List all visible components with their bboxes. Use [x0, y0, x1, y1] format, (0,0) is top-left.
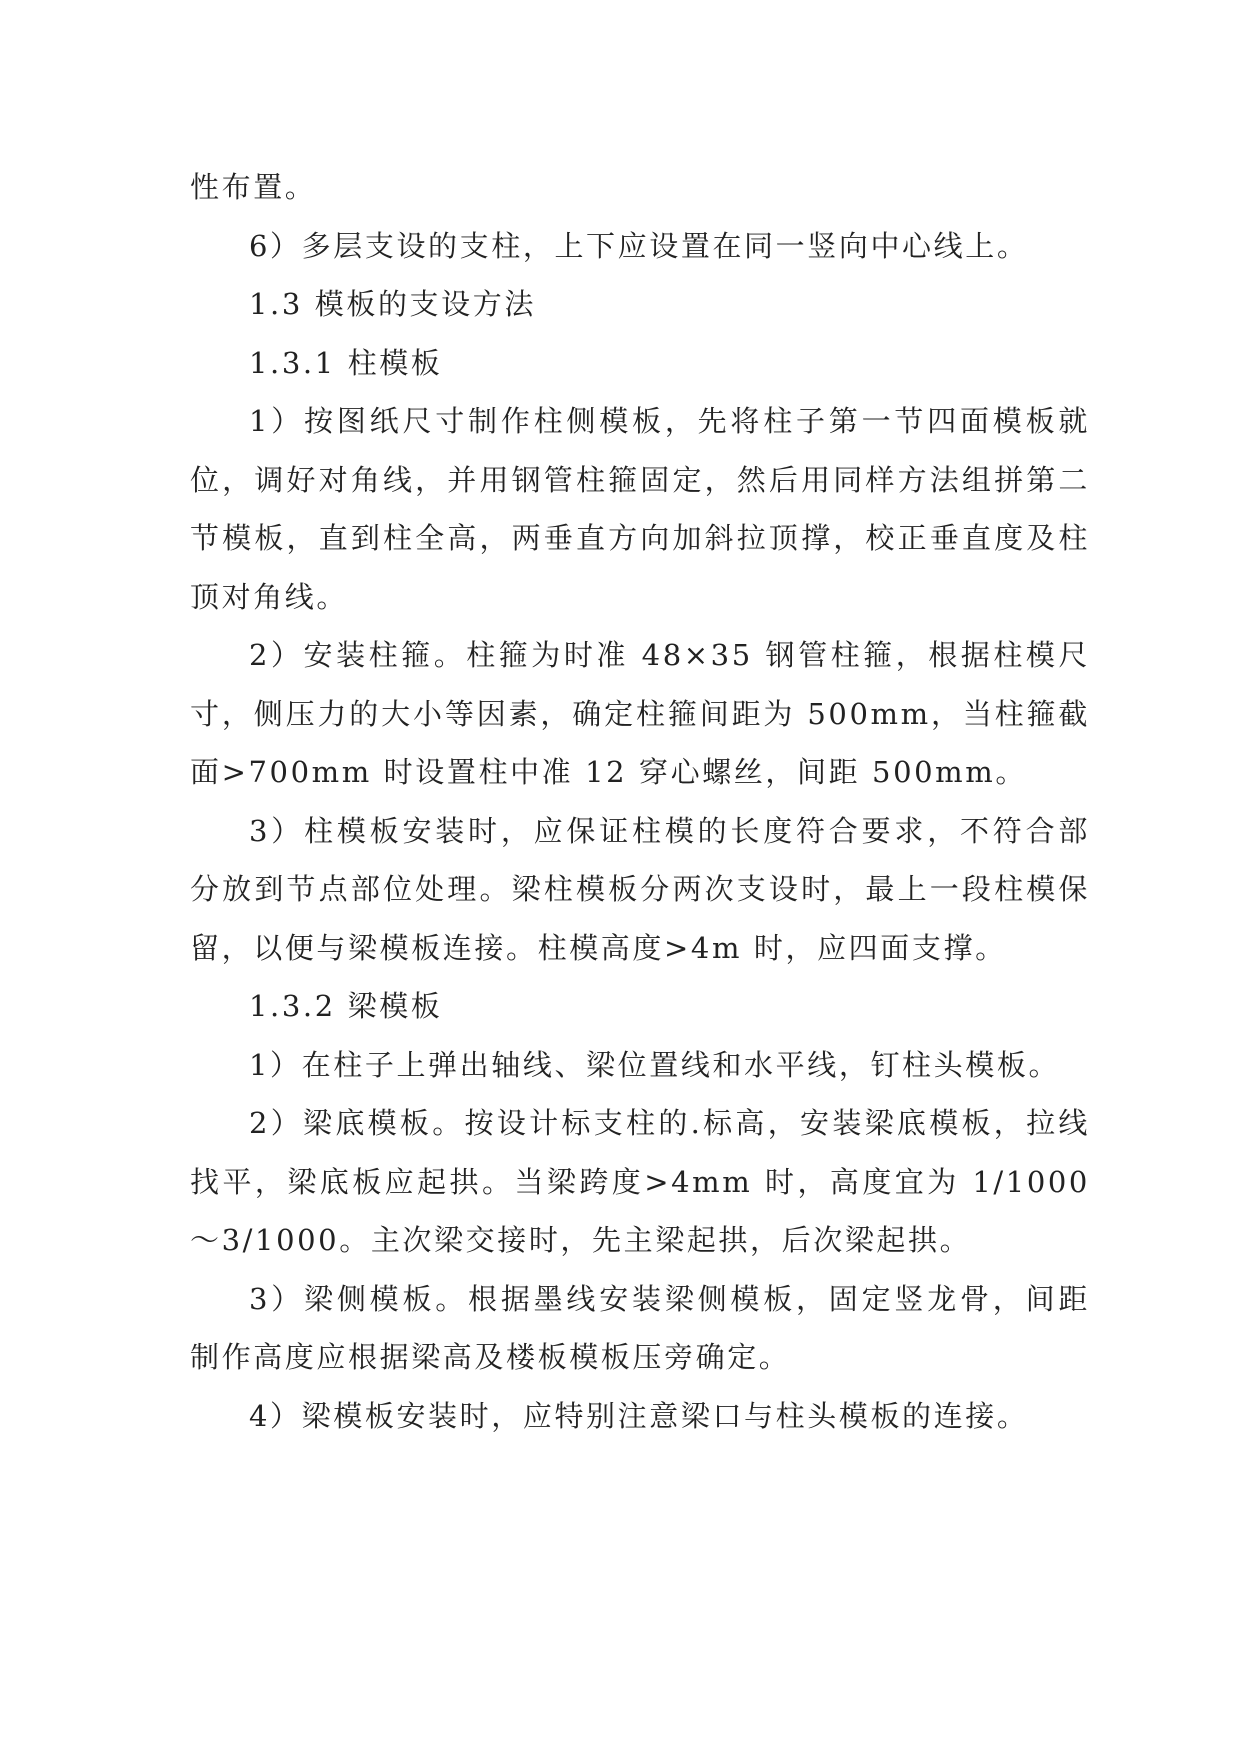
paragraph-beam-item-4: 4）梁模板安装时，应特别注意梁口与柱头模板的连接。	[249, 1398, 1029, 1433]
paragraph-beam-item-3: 3）梁侧模板。根据墨线安装梁侧模板，固定竖龙骨，间距制作高度应根据梁高及楼板模板压旁确定。	[190, 1281, 1090, 1374]
section-heading-1-3: 1.3 模板的支设方法	[249, 287, 536, 321]
paragraph-column-item-3: 3）柱模板安装时，应保证柱模的长度符合要求，不符合部分放到节点部位处理。梁柱模板分两次支设时，最上一段柱模保留，以便与梁模板连接。柱模高度>4m 时，应四面支撑。	[190, 813, 1090, 965]
subsection-heading-1-3-2: 1.3.2 梁模板	[249, 989, 443, 1023]
paragraph-item-6: 6）多层支设的支柱，上下应设置在同一竖向中心线上。	[249, 228, 1029, 263]
paragraph-continuation: 性布置。	[190, 170, 317, 204]
paragraph-beam-item-1: 1）在柱子上弹出轴线、梁位置线和水平线，钉柱头模板。	[249, 1047, 1061, 1082]
subsection-heading-1-3-1: 1.3.1 柱模板	[249, 345, 443, 380]
paragraph-beam-item-2: 2）梁底模板。按设计标支柱的.标高，安装梁底模板，拉线找平，梁底板应起拱。当梁跨度>4mm 时，高度宜为 1/1000～3/1000。主次梁交接时，先主梁起拱，后次梁起拱。	[190, 1106, 1090, 1257]
body-text	[190, 158, 1090, 1445]
paragraph-column-item-1: 1）按图纸尺寸制作柱侧模板，先将柱子第一节四面模板就位，调好对角线，并用钢管柱箍固定，然后用同样方法组拼第二节模板，直到柱全高，两垂直方向加斜拉顶撑，校正垂直度及柱顶对角线。	[190, 404, 1090, 614]
paragraph-column-item-2: 2）安装柱箍。柱箍为时准 48×35 钢管柱箍，根据柱模尺寸，侧压力的大小等因素，确定柱箍间距为 500mm，当柱箍截面>700mm 时设置柱中准 12 穿心螺丝，间距 500mm。	[190, 638, 1090, 789]
